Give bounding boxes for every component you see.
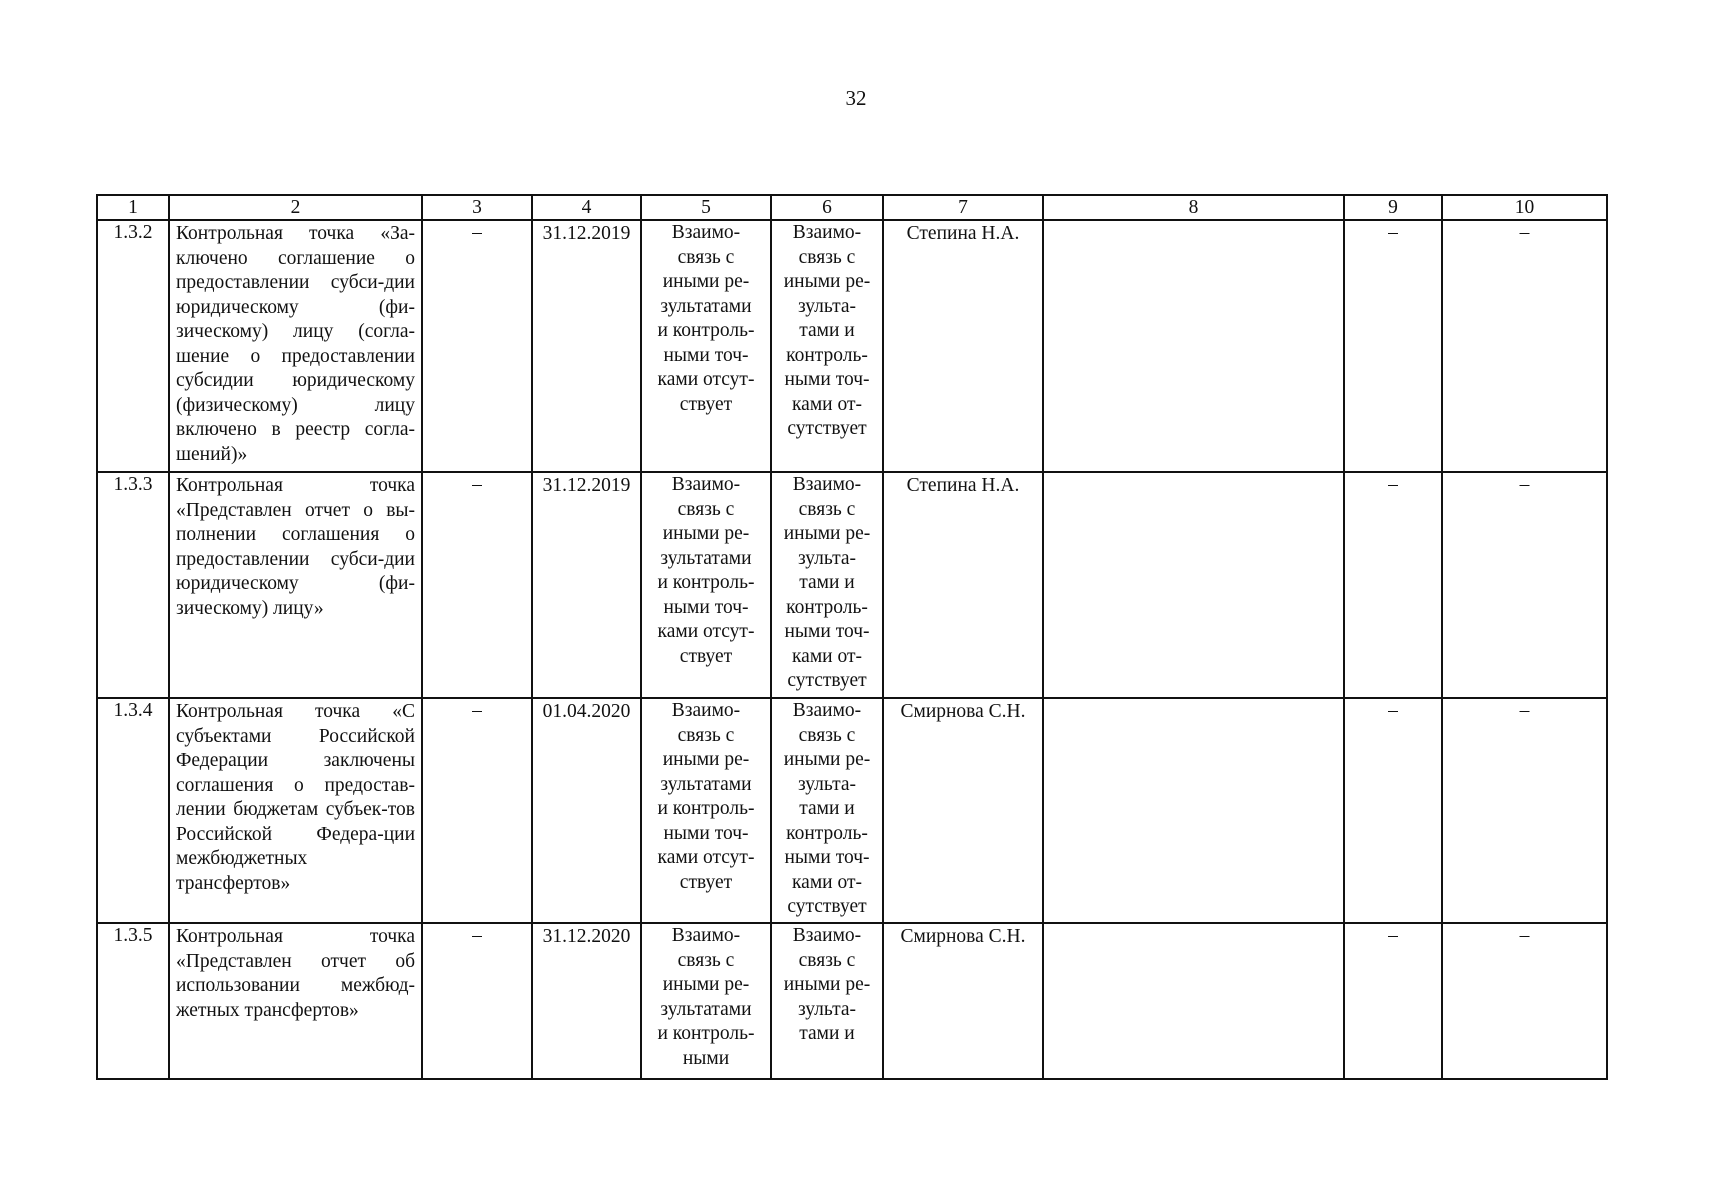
relationship-control-points: Взаимо- связь с иными ре- зульта- тами и контроль- ными точ- ками от- сутствует: [771, 220, 883, 472]
page-number: 32: [845, 86, 867, 110]
responsible-person: Степина Н.А.: [883, 220, 1043, 472]
column-9-value: –: [1344, 220, 1442, 472]
column-header: 10: [1442, 195, 1607, 220]
column-3-value: –: [422, 698, 532, 923]
relationship-results: Взаимо- связь с иными ре- зультатами и контроль- ными точ- ками отсут- ствует: [641, 698, 771, 923]
relationship-control-points: Взаимо- связь с иными ре- зульта- тами и контроль- ными точ- ками от- сутствует: [771, 472, 883, 698]
column-header: 1: [97, 195, 169, 220]
column-header: 8: [1043, 195, 1344, 220]
relationship-results: Взаимо- связь с иными ре- зультатами и контроль- ными точ- ками отсут- ствует: [641, 220, 771, 472]
responsible-person: Смирнова С.Н.: [883, 923, 1043, 1079]
column-3-value: –: [422, 220, 532, 472]
table-row: [97, 698, 1607, 923]
column-header: 2: [169, 195, 422, 220]
column-3-value: –: [422, 923, 532, 1079]
control-points-table: [96, 194, 1608, 1080]
deadline-date: 31.12.2019: [532, 220, 641, 472]
column-3-value: –: [422, 472, 532, 698]
deadline-date: 31.12.2019: [532, 472, 641, 698]
table-row: [97, 923, 1607, 1079]
column-9-value: –: [1344, 698, 1442, 923]
column-9-value: –: [1344, 472, 1442, 698]
column-10-value: –: [1442, 472, 1607, 698]
column-header: 4: [532, 195, 641, 220]
control-point-name: Контрольная точка «Представлен отчет о вы-полнении соглашения о предоставлении субси-дии юридическому (фи-зическому) лицу»: [169, 472, 422, 698]
column-header: 7: [883, 195, 1043, 220]
column-8-value: [1043, 923, 1344, 1079]
relationship-results: Взаимо- связь с иными ре- зультатами и контроль- ными точ- ками отсут- ствует: [641, 472, 771, 698]
control-point-name: Контрольная точка «Представлен отчет об использовании межбюд-жетных трансфертов»: [169, 923, 422, 1079]
relationship-results: Взаимо- связь с иными ре- зультатами и контроль- ными: [641, 923, 771, 1079]
responsible-person: Смирнова С.Н.: [883, 698, 1043, 923]
row-number: 1.3.4: [97, 698, 169, 923]
deadline-date: 01.04.2020: [532, 698, 641, 923]
row-number: 1.3.3: [97, 472, 169, 698]
column-8-value: [1043, 220, 1344, 472]
row-number: 1.3.5: [97, 923, 169, 1079]
responsible-person: Степина Н.А.: [883, 472, 1043, 698]
column-10-value: –: [1442, 220, 1607, 472]
column-9-value: –: [1344, 923, 1442, 1079]
row-number: 1.3.2: [97, 220, 169, 472]
column-10-value: –: [1442, 923, 1607, 1079]
column-header: 3: [422, 195, 532, 220]
relationship-control-points: Взаимо- связь с иными ре- зульта- тами и контроль- ными точ- ками от- сутствует: [771, 698, 883, 923]
table-header-row: [97, 195, 1607, 220]
table-row: [97, 472, 1607, 698]
table-row: [97, 220, 1607, 472]
column-header: 6: [771, 195, 883, 220]
column-10-value: –: [1442, 698, 1607, 923]
relationship-control-points: Взаимо- связь с иными ре- зульта- тами и: [771, 923, 883, 1079]
control-point-name: Контрольная точка «За-ключено соглашение о предоставлении субси-дии юридическому (фи-зическому) лицу (согла-шение о предоставлении субсидии юридическому (физическому) лицу включено в реестр согла-шений)»: [169, 220, 422, 472]
column-8-value: [1043, 472, 1344, 698]
control-point-name: Контрольная точка «С субъектами Российской Федерации заключены соглашения о предостав-лении бюджетам субъек-тов Российской Федера-ции межбюджетных трансфертов»: [169, 698, 422, 923]
column-header: 9: [1344, 195, 1442, 220]
deadline-date: 31.12.2020: [532, 923, 641, 1079]
column-8-value: [1043, 698, 1344, 923]
column-header: 5: [641, 195, 771, 220]
